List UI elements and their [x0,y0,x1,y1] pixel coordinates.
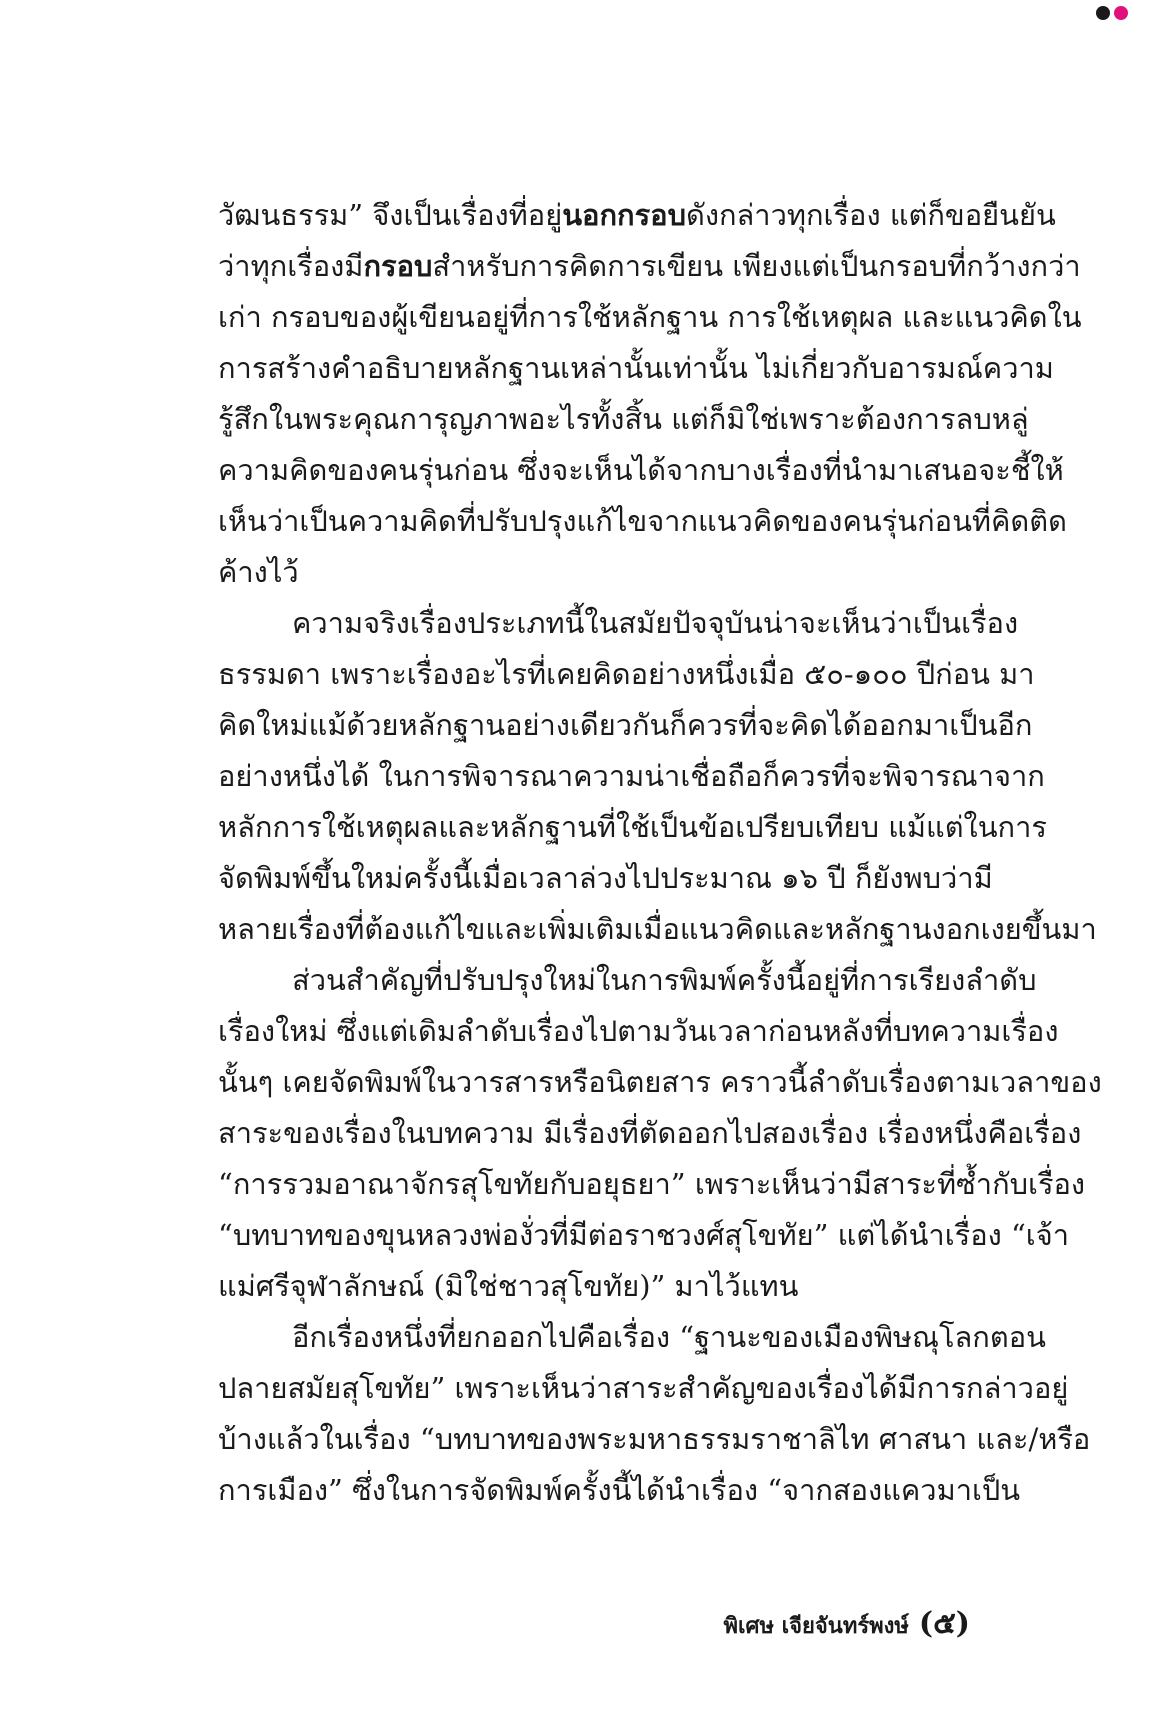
paragraph-line: ส่วนสำคัญที่ปรับปรุงใหม่ในการพิมพ์ครั้งนี้อยู่ที่การเรียงลำดับ [292,963,1037,997]
dark-dot [1096,6,1110,20]
paragraph-line: หลักการใช้เหตุผลและหลักฐานที่ใช้เป็นข้อเปรียบเทียบ แม้แต่ในการ [218,810,1047,844]
accent-dot [1114,6,1128,20]
paragraph-line: เห็นว่าเป็นความคิดที่ปรับปรุงแก้ไขจากแนวคิดของคนรุ่นก่อนที่คิดติด [218,504,1067,538]
paragraph-line: เรื่องใหม่ ซึ่งแต่เดิมลำดับเรื่องไปตามวันเวลาก่อนหลังที่บทความเรื่อง [218,1014,1059,1048]
paragraph-line: “บทบาทของขุนหลวงพ่องั่วที่มีต่อราชวงศ์สุโขทัย” แต่ได้นำเรื่อง “เจ้า [218,1218,1069,1252]
paragraph-line: ธรรมดา เพราะเรื่องอะไรที่เคยคิดอย่างหนึ่งเมื่อ ๕๐-๑๐๐ ปีก่อน มา [218,657,1035,691]
author-name: พิเศษ เจียจันทร์พงษ์ [723,1614,909,1639]
paragraph-line: นั้นๆ เคยจัดพิมพ์ในวารสารหรือนิตยสาร คราวนี้ลำดับเรื่องตามเวลาของ [218,1065,1102,1099]
paragraph-line: แม่ศรีจุฬาลักษณ์ (มิใช่ชาวสุโขทัย)” มาไว้แทน [218,1269,799,1303]
paragraph-line: วัฒนธรรม” จึงเป็นเรื่องที่อยู่นอกกรอบดังกล่าวทุกเรื่อง แต่ก็ขอยืนยัน [218,198,1056,232]
paragraph-line: จัดพิมพ์ขึ้นใหม่ครั้งนี้เมื่อเวลาล่วงไปประมาณ ๑๖ ปี ก็ยังพบว่ามี [218,861,993,895]
paragraph-line: สาระของเรื่องในบทความ มีเรื่องที่ตัดออกไปสองเรื่อง เรื่องหนึ่งคือเรื่อง [218,1116,1082,1150]
bold-term: นอกกรอบ [562,198,686,232]
corner-dots [1096,6,1128,20]
paragraph-line: อีกเรื่องหนึ่งที่ยกออกไปคือเรื่อง “ฐานะของเมืองพิษณุโลกตอน [292,1320,1046,1354]
paragraph-line: ความคิดของคนรุ่นก่อน ซึ่งจะเห็นได้จากบางเรื่องที่นำมาเสนอจะชี้ให้ [218,453,1064,487]
paragraph-line: การสร้างคำอธิบายหลักฐานเหล่านั้นเท่านั้น ไม่เกี่ยวกับอารมณ์ความ [218,351,1054,385]
paragraph-line: คิดใหม่แม้ด้วยหลักฐานอย่างเดียวกันก็ควรที่จะคิดได้ออกมาเป็นอีก [218,708,1033,742]
paragraph-line: อย่างหนึ่งได้ ในการพิจารณาความน่าเชื่อถือก็ควรที่จะพิจารณาจาก [218,759,1045,793]
page-number: (๕) [918,1606,970,1641]
paragraph-line: บ้างแล้วในเรื่อง “บทบาทของพระมหาธรรมราชาลิไท ศาสนา และ/หรือ [218,1422,1091,1456]
paragraph-line: เก่า กรอบของผู้เขียนอยู่ที่การใช้หลักฐาน การใช้เหตุผล และแนวคิดใน [218,300,1082,334]
paragraph-line: ค้างไว้ [218,555,299,589]
paragraph-line: ความจริงเรื่องประเภทนี้ในสมัยปัจจุบันน่าจะเห็นว่าเป็นเรื่อง [292,606,1019,640]
paragraph-line: รู้สึกในพระคุณการุญภาพอะไรทั้งสิ้น แต่ก็มิใช่เพราะต้องการลบหลู่ [218,402,1029,436]
bold-term: กรอบ [363,249,433,283]
paragraph-line: ว่าทุกเรื่องมีกรอบสำหรับการคิดการเขียน เพียงแต่เป็นกรอบที่กว้างกว่า [218,249,1081,283]
paragraph-line: หลายเรื่องที่ต้องแก้ไขและเพิ่มเติมเมื่อแนวคิดและหลักฐานงอกเงยขึ้นมา [218,912,1097,946]
paragraph-line: “การรวมอาณาจักรสุโขทัยกับอยุธยา” เพราะเห็นว่ามีสาระที่ซ้ำกับเรื่อง [218,1167,1086,1201]
body-text [218,190,1102,1516]
paragraph-line: ปลายสมัยสุโขทัย” เพราะเห็นว่าสาระสำคัญของเรื่องได้มีการกล่าวอยู่ [218,1371,1069,1405]
paragraph-line: การเมือง” ซึ่งในการจัดพิมพ์ครั้งนี้ได้นำเรื่อง “จากสองแควมาเป็น [218,1473,1021,1507]
page-footer [723,1600,970,1647]
